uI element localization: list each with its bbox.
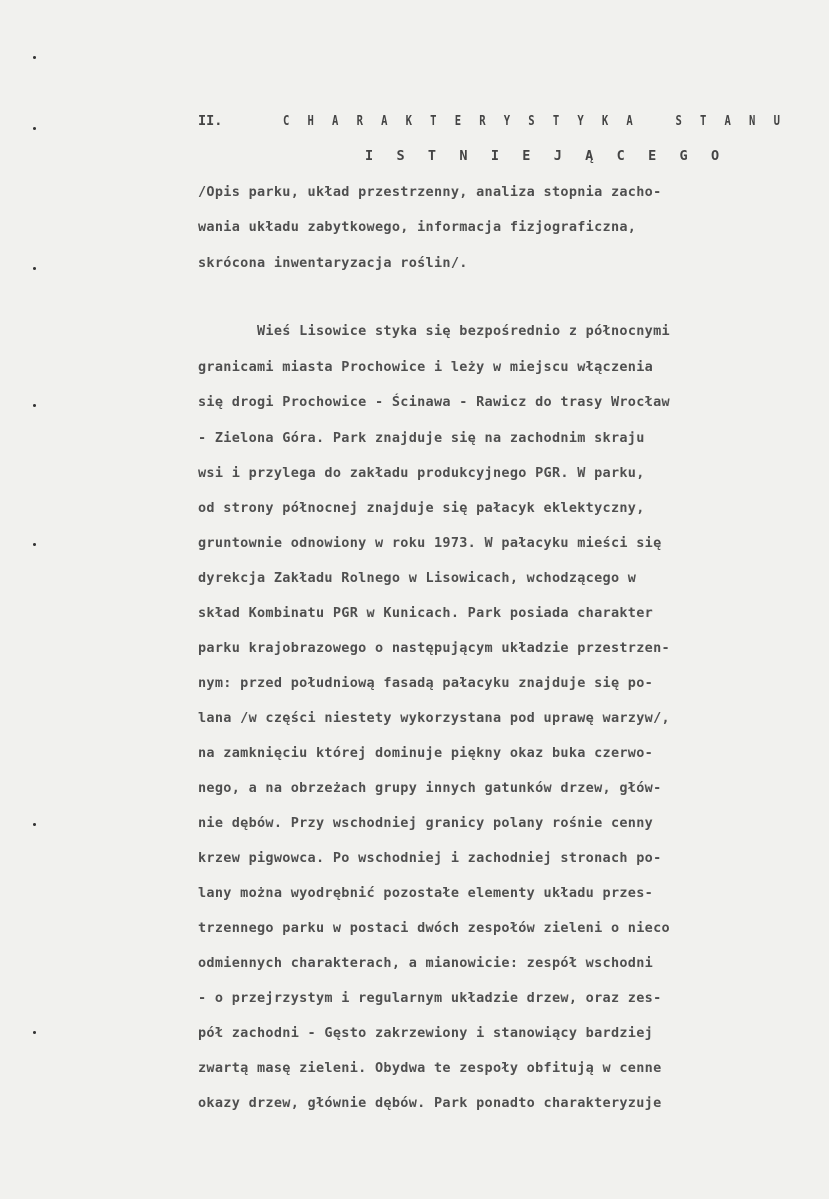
paragraph-line: trzennego parku w postaci dwóch zespołów zieleni o nieco [198,920,670,936]
subtitle-line: skrócona inwentaryzacja roślin/. [198,255,468,271]
margin-dot [33,404,36,407]
paragraph-line: odmiennych charakterach, a mianowicie: zespół wschodni [198,955,654,971]
paragraph-line: na zamknięciu której dominuje piękny okaz buka czerwo- [198,745,654,761]
margin-dot [33,1031,36,1034]
paragraph-line: zwartą masę zieleni. Obydwa te zespoły obfitują w cenne [198,1060,662,1076]
paragraph-line: - o przejrzystym i regularnym układzie drzew, oraz zes- [198,990,662,1006]
paragraph-line: nym: przed południową fasadą pałacyku znajduje się po- [198,675,654,691]
margin-dot [33,823,36,826]
paragraph-line: dyrekcja Zakładu Rolnego w Lisowicach, wchodzącego w [198,570,637,586]
section-title-line-1: C H A R A K T E R Y S T Y K A S T A N U [283,113,786,129]
paragraph-line: skład Kombinatu PGR w Kunicach. Park posiada charakter [198,605,654,621]
paragraph-line: pół zachodni - Gęsto zakrzewiony i stanowiący bardziej [198,1025,654,1041]
paragraph-line: okazy drzew, głównie dębów. Park ponadto charakteryzuje [198,1095,662,1111]
margin-dot [33,543,36,546]
subtitle-line: wania układu zabytkowego, informacja fizjograficzna, [198,219,637,235]
paragraph-line: od strony północnej znajduje się pałacyk eklektyczny, [198,500,645,516]
paragraph-line: krzew pigwowca. Po wschodniej i zachodniej stronach po- [198,850,662,866]
margin-dot [33,267,36,270]
paragraph-line: nie dębów. Przy wschodniej granicy polany rośnie cenny [198,815,654,831]
margin-dot [33,127,36,130]
paragraph-line: wsi i przylega do zakładu produkcyjnego PGR. W parku, [198,465,645,481]
paragraph-line: się drogi Prochowice - Ścinawa - Rawicz do trasy Wrocław [198,394,670,410]
section-title-line-2: I S T N I E J Ą C E G O [365,148,727,164]
paragraph-line: parku krajobrazowego o następującym układzie przestrzen- [198,640,670,656]
section-number: II. [198,113,223,129]
subtitle-line: /Opis parku, układ przestrzenny, analiza stopnia zacho- [198,184,662,200]
paragraph-line: lany można wyodrębnić pozostałe elementy układu przes- [198,885,654,901]
paragraph-line: - Zielona Góra. Park znajduje się na zachodnim skraju [198,430,645,446]
paragraph-line: gruntownie odnowiony w roku 1973. W pałacyku mieści się [198,535,662,551]
paragraph-line: granicami miasta Prochowice i leży w miejscu włączenia [198,359,654,375]
paragraph-line: Wieś Lisowice styka się bezpośrednio z północnymi [257,323,670,339]
paragraph-line: lana /w części niestety wykorzystana pod uprawę warzyw/, [198,710,670,726]
paragraph-line: nego, a na obrzeżach grupy innych gatunków drzew, głów- [198,780,662,796]
margin-dot [33,56,36,59]
